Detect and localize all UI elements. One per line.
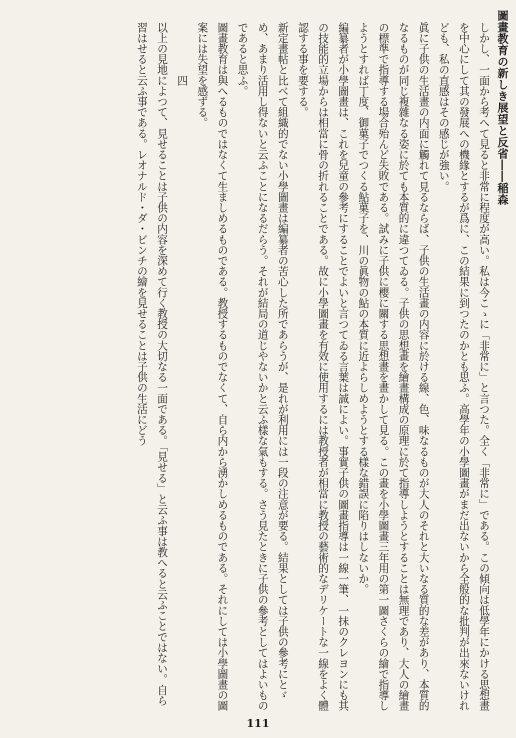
body-text: しかし、一面から考へて見ると非常に程度が高い。私は今こゝに「非常に」と言つた。全く「非常に」である。この傾向は低學年にかける思想畫を中心にして其の發展への機緣とするが爲に、この結果に到つたのかとも思ふ。高學年の小學圖畫がまだ出ないから全般的な批判が出來ないけれども、私の直感はその感じが強い。 眞に子供の生活畫の内面に觸れて見るならば、子供の生活畫の内容に於ける線、色、味なるものが大人のそれと大いなる質的な差があり、本質的なるものが同じ複雜なる姿に於ても本質的に違つてゐる。子供の思想畫を繪畫構成の原理に於て指導しようとすることは無理であり、大人の繪畫の標準で指導する場合殆んど失敗である。試みに子供に櫻に關する思想畫を畫かして見る。この畫を小學圖畫三年用の第一圖さくらの繪で指導しようとすれば丁度、御菓子でつくる鮎菓子を、川の眞物の鮎の本質に近よらしめようとする樣な錯誤に陷りはしないか。 編纂者が小學圖畫は、これを兒童の參考にすることでよいと言つてゐる言葉は誠によい。事實子供の圖畫指導は一線一筆、一抹のクレヨンにも其の技能的立場からは相當に骨の折れることである。故に小學圖畫を有效に使用するには教授者が相當に教授の藝術的なデリケートな一線をよく體認する事を要する。 新定畫帖と比べて組織的でない小學圖畫は編纂者の苦心した所であらうが、是れが利用には一段の注意が要る。結果としては子供の參考にとゞめ、あまり活用し得ないと云ふことになるだらう。それが結局の道じやないかと云ふ樣な氣もする。さう見たときに子供の參考としてはよいものであると思ふ。 圖畫教育は與へるものではなくて生ましめるものである。教授するものでなくて、自ら内から湧かしめるものである。それにしては小學圖畫の圖案には失望を感ずる。 四 以上の見地によつて、見せることは子供の内容を深めて行く教授の大切なる一面である。「見せる」と云ふ事は教へると云ふことではない。自ら習はせると云ふ事である。レオナルド・ダ・ビンチの繪を見せることは子供の生活にどう	[135, 22, 490, 711]
page-number: 111	[246, 717, 270, 730]
running-title: 圖畫教育の新しき展望と反省――稲森	[496, 10, 509, 206]
